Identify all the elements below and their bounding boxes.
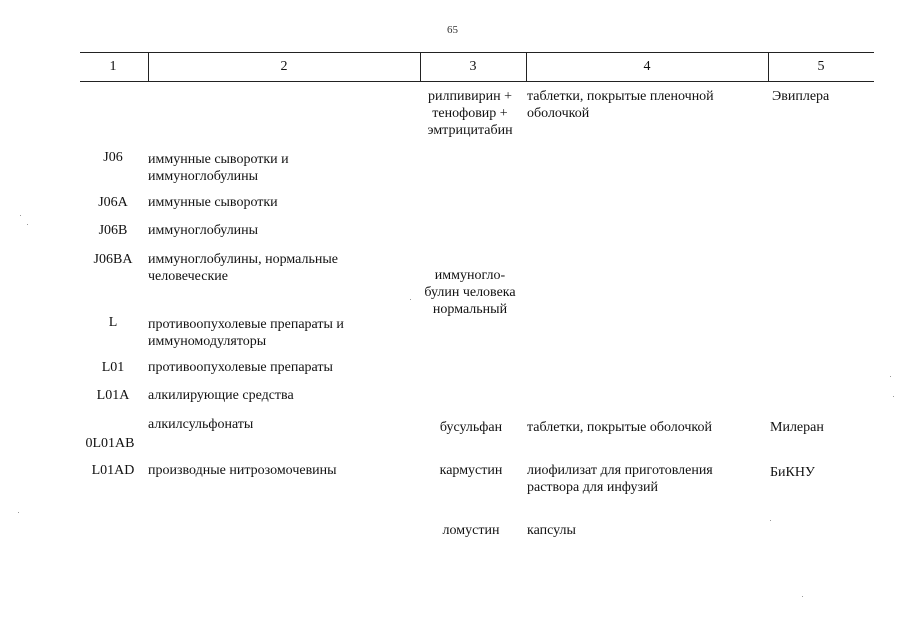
atc-code: L01A	[96, 388, 130, 403]
atc-code: J06B	[98, 223, 128, 238]
inn-name: иммуногло-булин человека нормальный	[424, 268, 516, 317]
page-number: 65	[447, 24, 458, 36]
inn-name: ломустин	[442, 523, 500, 538]
inn-name: кармустин	[439, 463, 503, 478]
atc-code: L01	[101, 360, 125, 375]
group-name: иммунные сыворотки и иммуноглобулины	[148, 152, 289, 184]
atc-code: 0L01AB	[85, 436, 135, 451]
group-name: иммуноглобулины	[148, 223, 259, 238]
table-row	[80, 88, 874, 138]
table-row	[80, 251, 874, 317]
header-col-3: 3	[469, 59, 477, 74]
header-col-1: 1	[109, 59, 117, 74]
atc-code: L01AD	[91, 463, 135, 478]
group-name: иммуноглобулины, нормальные человеческие	[148, 252, 338, 284]
trade-name: Милеран	[770, 420, 824, 435]
group-name: иммунные сыворотки	[148, 195, 278, 210]
header-col-4: 4	[643, 59, 651, 74]
atc-code: L	[108, 315, 118, 330]
table-row	[80, 416, 874, 456]
trade-name: БиКНУ	[770, 465, 815, 480]
trade-name: Эвиплера	[772, 89, 830, 104]
dosage-form: капсулы	[527, 523, 576, 538]
table-header	[80, 52, 874, 82]
inn-name: рилпивирин + тенофовир + эмтрицитабин	[427, 89, 513, 138]
group-name: алкилирующие средства	[148, 388, 294, 403]
atc-code: J06A	[98, 195, 128, 210]
atc-code: J06	[103, 150, 123, 165]
group-name: производные нитрозомочевины	[148, 463, 337, 478]
table-row	[80, 149, 874, 189]
table-row	[80, 314, 874, 354]
dosage-form: таблетки, покрытые пленочной оболочкой	[527, 89, 714, 121]
dosage-form: лиофилизат для приготовления раствора для инфузий	[527, 463, 713, 495]
inn-name: бусульфан	[439, 420, 503, 435]
group-name: противоопухолевые препараты	[148, 360, 333, 375]
table-row	[80, 522, 874, 562]
dosage-form: таблетки, покрытые оболочкой	[527, 420, 713, 435]
header-col-5: 5	[817, 59, 825, 74]
group-name: алкилсульфонаты	[148, 417, 254, 432]
group-name: противоопухолевые препараты и иммуномодуляторы	[148, 317, 344, 349]
table-row	[80, 462, 874, 502]
drug-table	[80, 52, 874, 538]
header-col-2: 2	[280, 59, 288, 74]
atc-code: J06BA	[93, 252, 133, 267]
